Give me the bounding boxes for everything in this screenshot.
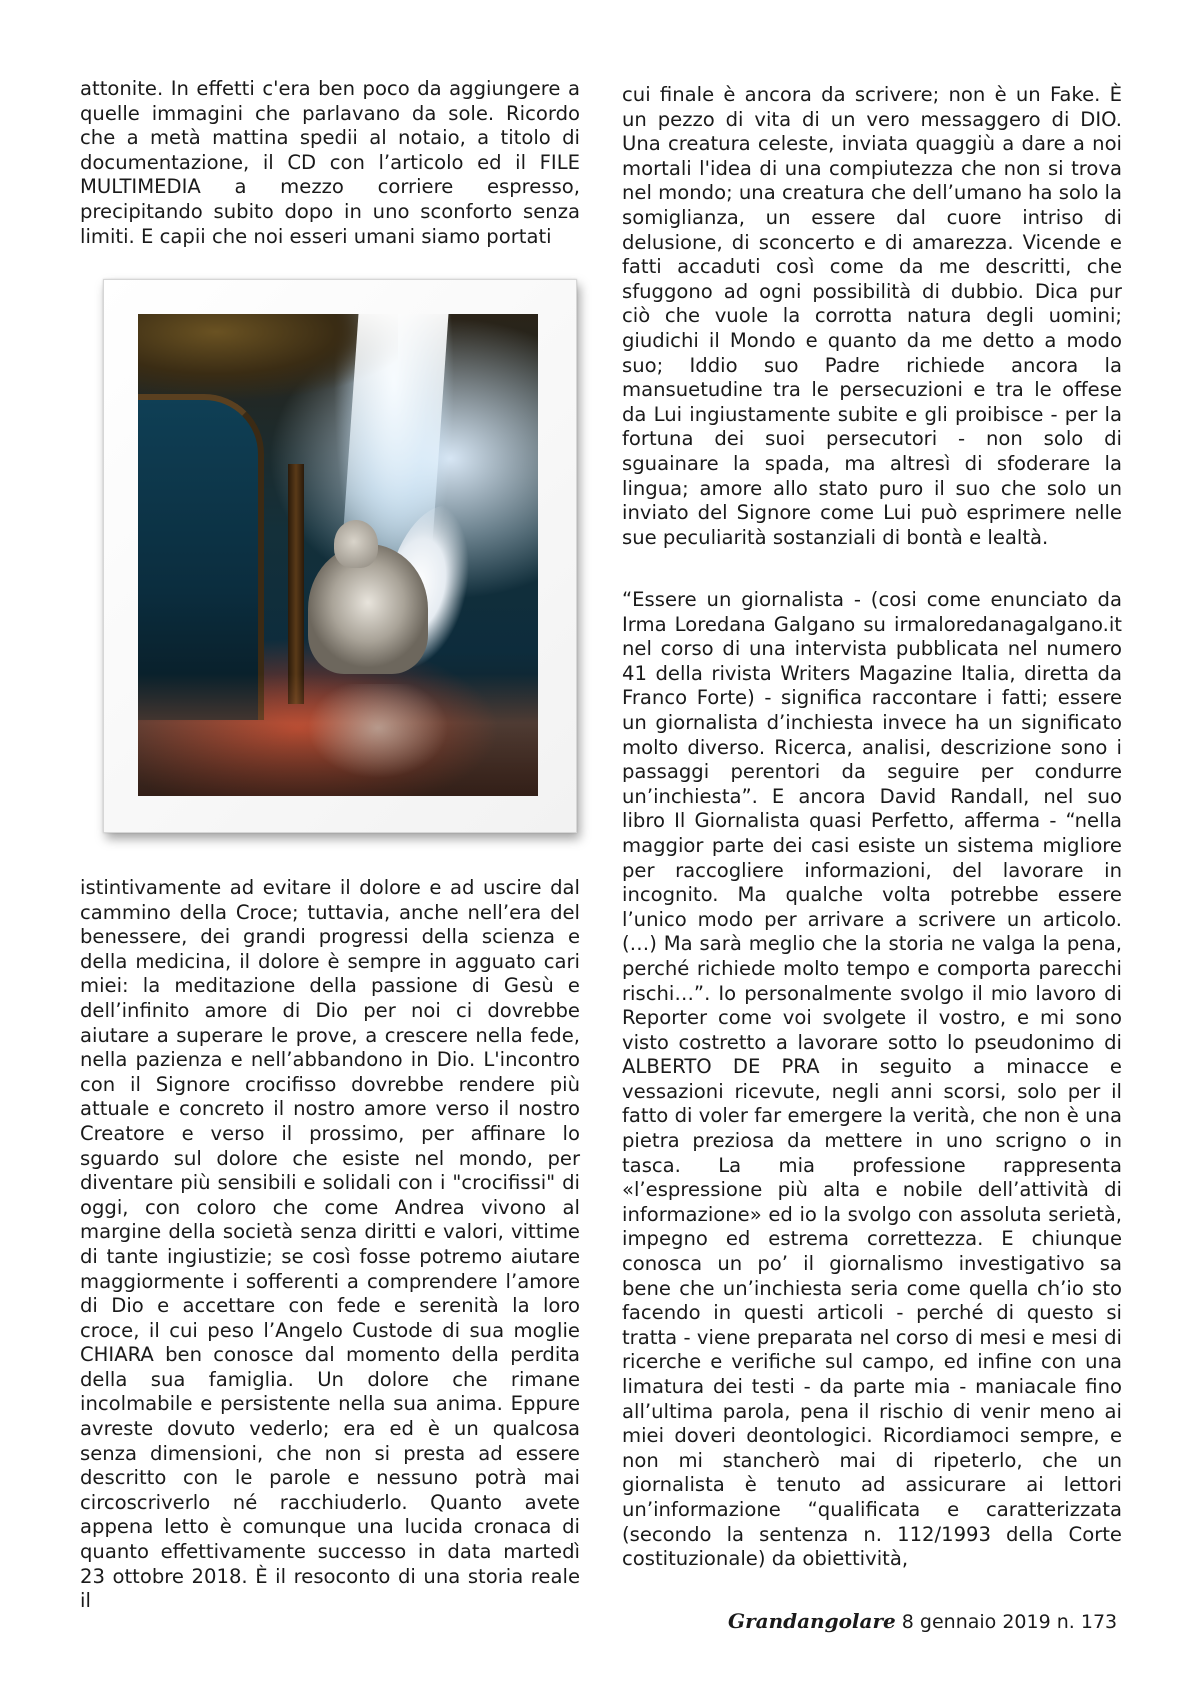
angel-reflection <box>298 684 458 794</box>
pillar <box>288 464 304 704</box>
angel-head <box>334 520 378 568</box>
right-column-bottom <box>622 588 1122 1572</box>
paragraph: istintivamente ad evitare il dolore e ad uscire dal cammino della Croce; tuttavia, anche nell’era del benessere, dei grandi progressi della scienza e della medicina, il dolore è sempre in agguato cari miei: la meditazione della passione di Gesù e dell’infinito amore di Dio per noi ci dovrebbe aiutare a superare le prove, a crescere nella fede, nella pazienza e nell’abbandono in Dio. L'incontro con il Signore crocifisso dovrebbe rendere più attuale e concreto il nostro amore verso il nostro Creatore e verso il prossimo, per affinare lo sguardo sul dolore che esiste nel mondo, per diventare più sensibili e solidali con i "crocifissi" di oggi, con coloro che come Andrea vivono al margine della società senza diritti e valori, vittime di tante ingiustizie; se così fosse potremo aiutare maggiormente i sofferenti a comprendere l’amore di Dio e accettare con fede e serenità la loro croce, il cui peso l’Angelo Custode di sua moglie CHIARA ben conosce dal momento della perdita della sua famiglia. Un dolore che rimane incolmabile e persistente nella sua anima. Eppure avreste dovuto vederlo; era ed è un qualcosa senza dimensioni, che non si presta ad essere descritto con le parole e nessuno potrà mai circoscriverlo né racchiuderlo. Quanto avete appena letto è comunque una lucida cronaca di quanto effettivamente successo in data martedì 23 ottobre 2018. È il resoconto di una storia reale il <box>80 876 580 1613</box>
paragraph: cui finale è ancora da scrivere; non è un Fake. È un pezzo di vita di un vero messaggero di DIO. Una creatura celeste, inviata quaggiù a dare a noi mortali l'idea di una compiutezza che non si trova nel mondo; una creatura che dell’umano ha solo la somiglianza, un essere dal cuore intriso di delusione, di sconcerto e di amarezza. Vicende e fatti accaduti così come da me descritti, che sfuggono ad ogni possibilità di dubbio. Dica pur ciò che vuole la corrotta natura degli uomini; giudichi il Mondo e quanto da me detto a modo suo; Iddio suo Padre richiede ancora la mansuetudine tra le persecuzioni e tra le offese da Lui ingiustamente subite e gli proibisce - per la fortuna dei suoi persecutori - non solo di sguainare la spada, ma altresì di sfoderare la lingua; amore allo stato puro il suo che solo un inviato del Signore come Lui può esprimere nelle sue peculiarità sostanziali di bontà e lealtà. <box>622 83 1123 549</box>
left-column-top <box>80 77 580 249</box>
right-column-top <box>622 83 1122 550</box>
arched-doorway <box>138 394 264 720</box>
paragraph: attonite. In effetti c'era ben poco da aggiungere a quelle immagini che parlavano da sole. Ricordo che a metà mattina spedii al notaio, a titolo di documentazione, il CD con l’articolo ed il FILE MULTIMEDIA a mezzo corriere espresso, precipitando subito dopo in uno sconforto senza limiti. E capii che noi esseri umani siamo portati <box>80 77 580 248</box>
magazine-name: Grandangolare <box>728 1609 896 1633</box>
angel-painting <box>138 314 538 796</box>
paragraph: “Essere un giornalista - (cosi come enunciato da Irma Loredana Galgano su irmaloredanagalgano.it nel corso di una intervista pubblicata nel numero 41 della rivista Writers Magazine Italia, diretta da Franco Forte) - significa raccontare i fatti; essere un giornalista d’inchiesta invece ha un significato molto diverso. Ricerca, analisi, descrizione sono i passaggi perentori da seguire per condurre un’inchiesta”. E ancora David Randall, nel suo libro Il Giornalista quasi Perfetto, afferma - “nella maggior parte dei casi esiste un sistema migliore per raccogliere informazioni, del lavorare in incognito. Ma qualche volta potrebbe essere l’unico modo per arrivare a scrivere un articolo. (…) Ma sarà meglio che la storia ne valga la pena, perché richiede molto tempo e comporta parecchi rischi…”. Io personalmente svolgo il mio lavoro di Reporter come voi svolgete il vostro, e mi sono visto costretto a lavorare sotto lo pseudonimo di ALBERTO DE PRA in seguito a minacce e vessazioni ricevute, negli anni scorsi, solo per il fatto di voler far emergere la verità, che non è una pietra preziosa da mettere in uno scrigno o in tasca. La mia professione rappresenta «l’espressione più alta e nobile dell’attività di informazione» ed io la svolgo con assoluta serietà, impegno ed estrema correttezza. E chiunque conosca un po’ il giornalismo investigativo sa bene che un’inchiesta seria come quella ch’io sto facendo in questi articoli - perché di questo si tratta - viene preparata nel corso di mesi e mesi di ricerche e verifiche sul campo, ed infine con una limatura dei testi - da parte mia - maniacale fino all’ultima parola, pena il rischio di venir meno ai miei doveri deontologici. Ricordiamoci sempre, e non mi stancherò mai di ripeterlo, che un giornalista è tenuto ad assicurare ai lettori un’informazione “qualificata e caratterizzata (secondo la sentenza n. 112/1993 della Corte costituzionale) da obiettività, <box>622 588 1122 1571</box>
page-footer <box>728 1609 1117 1634</box>
issue-info: 8 gennaio 2019 n. 173 <box>901 1611 1118 1633</box>
angel-image-frame <box>103 279 577 833</box>
left-column-bottom <box>80 876 580 1614</box>
